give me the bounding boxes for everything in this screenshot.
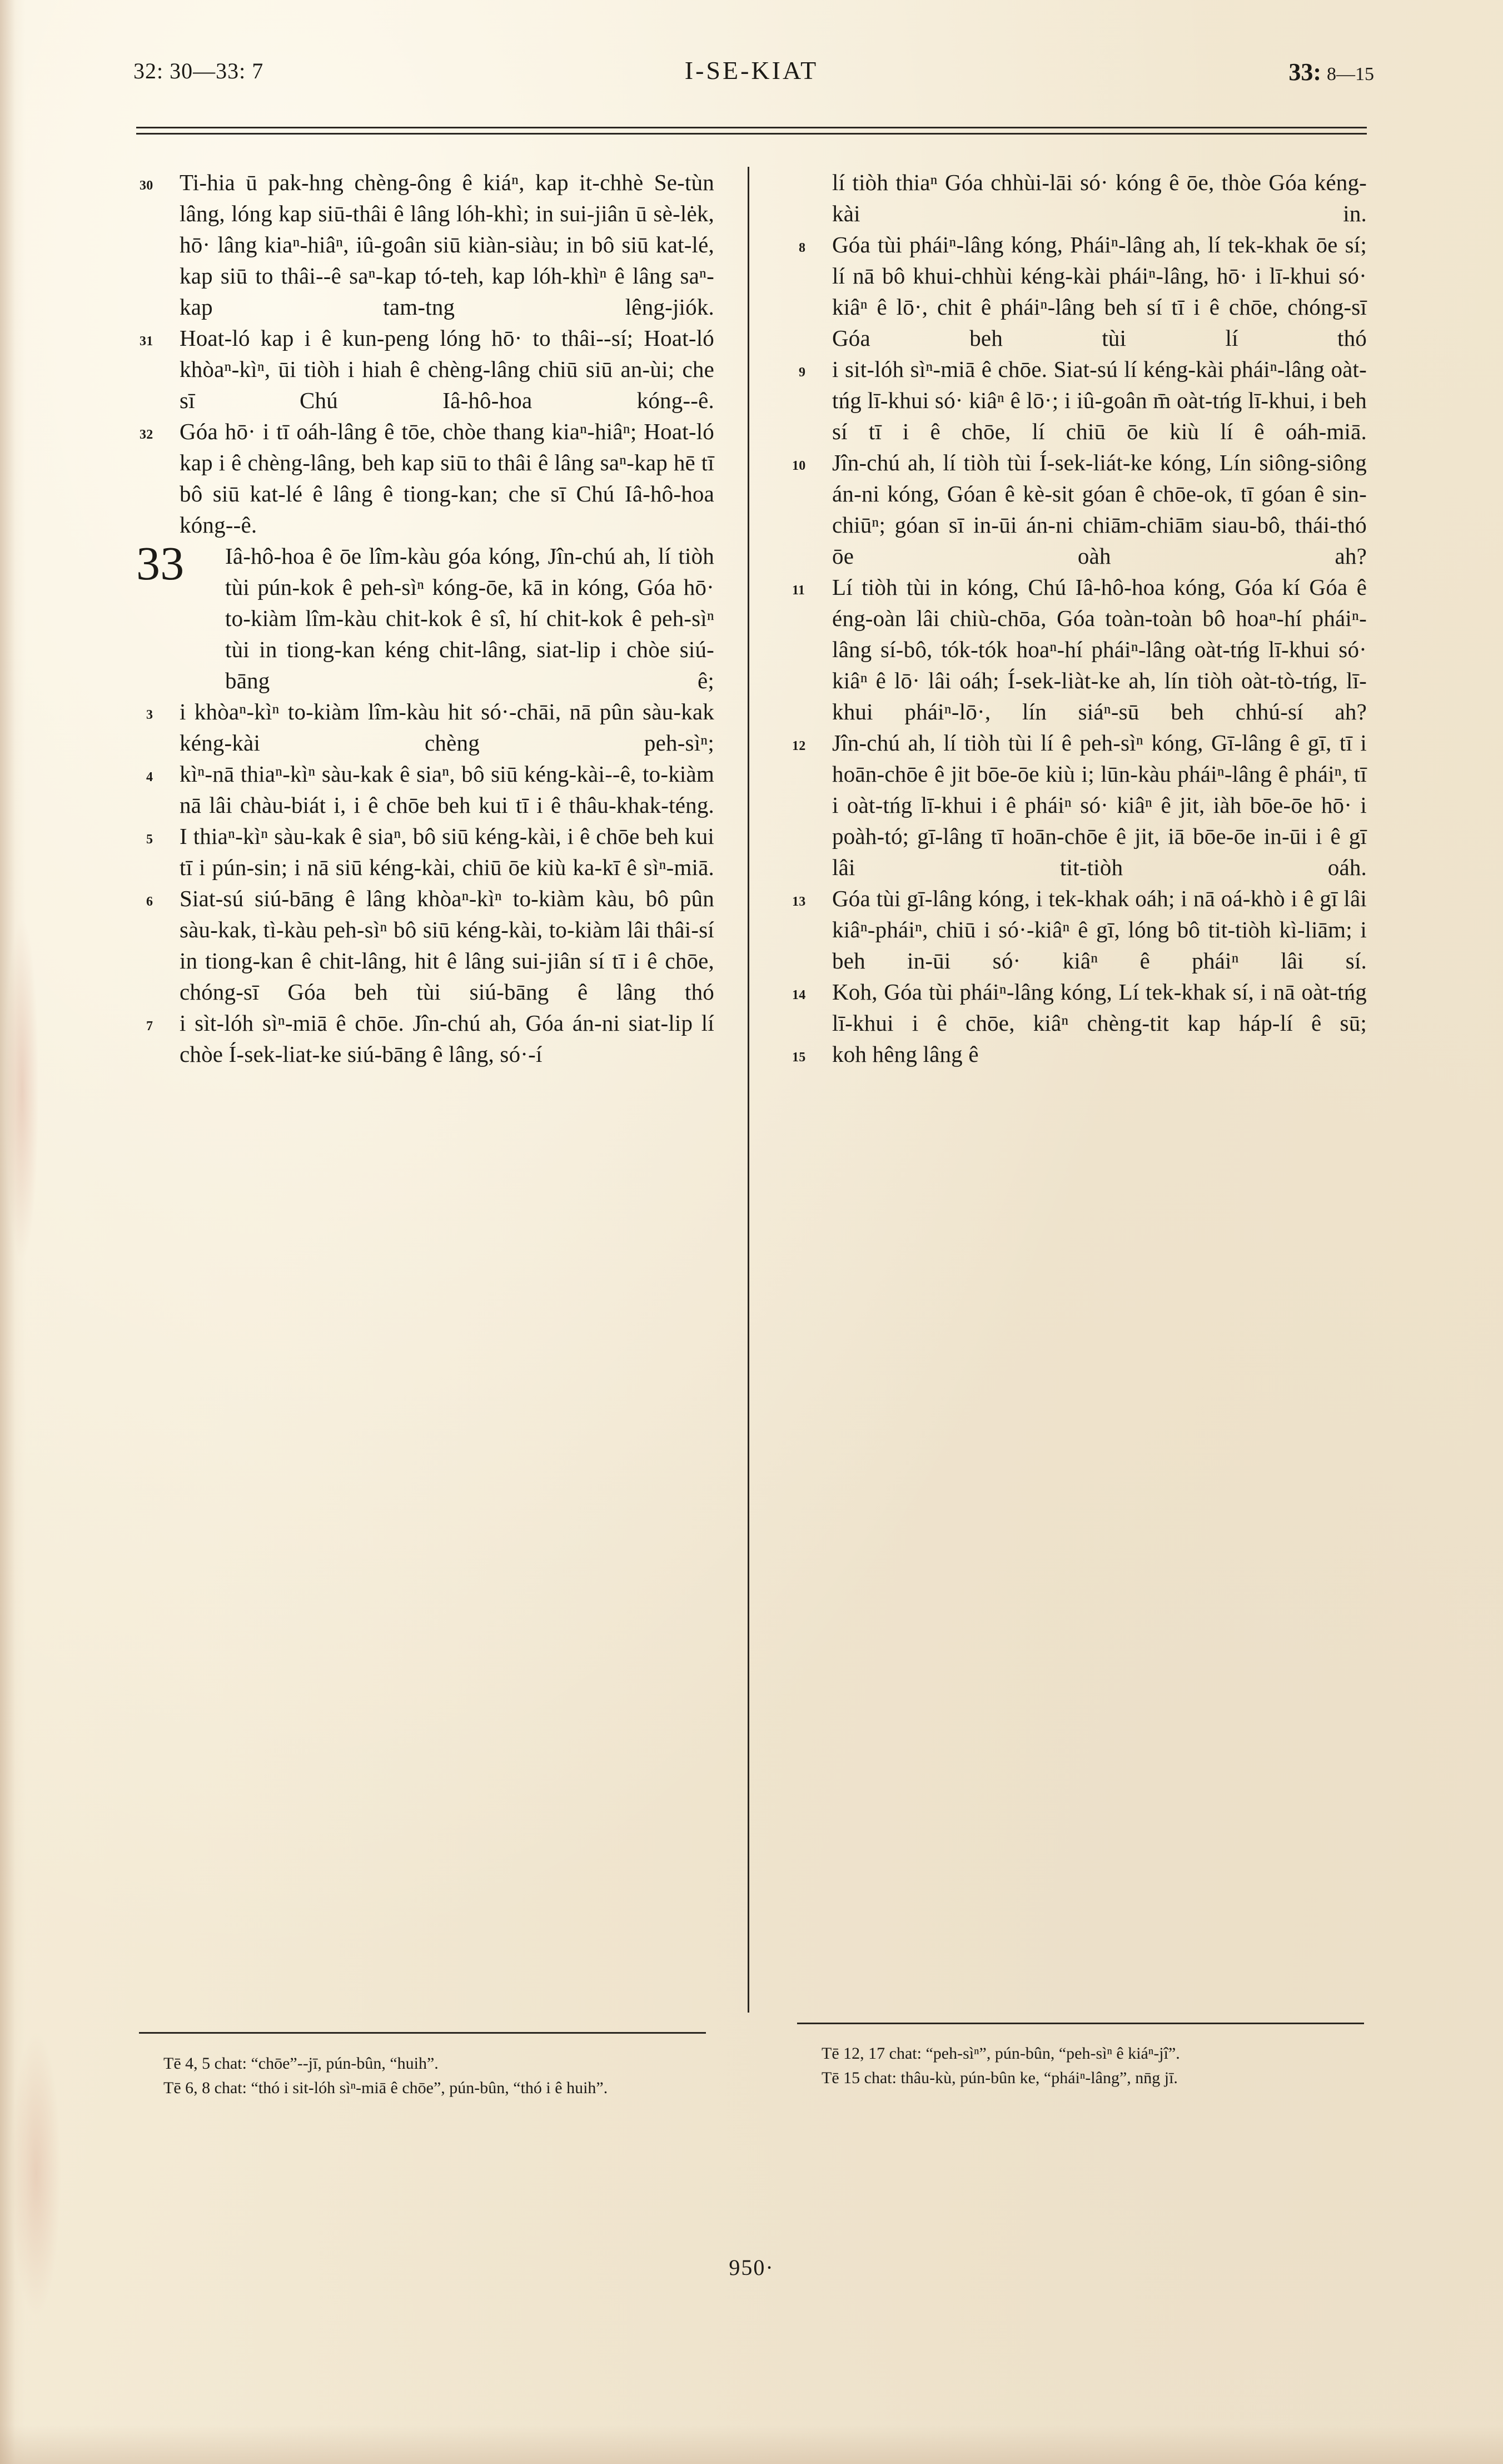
verse-text: Góa hō· i tī oáh-lâng ê tōe, chòe thang kiaⁿ-hiâⁿ; Hoat-ló kap i ê chèng-lâng, beh kap siū to thâi ê lâng saⁿ-kap hē tī bô siū kat-lé ê lâng ê tiong-kan; che sī Chú Iâ-hô-hoa kóng--ê. (180, 419, 714, 538)
footnote-item: Tē 15 chat: thâu-kù, pún-bûn ke, “pháiⁿ-lâng”, nn̄g jī. (822, 2069, 1178, 2087)
page-title: I-SE-KIAT (684, 56, 819, 85)
verse-text: lí tiòh thiaⁿ Góa chhùi-lāi só· kóng ê ōe, thòe Góa kéng-kài in. (832, 170, 1367, 226)
verse-number: 32 (140, 428, 153, 442)
verse-block (789, 1039, 1367, 1070)
verse-number: 12 (792, 739, 806, 753)
header-rule (136, 127, 1367, 135)
header-right-reference (1288, 58, 1374, 86)
footnote-item: Tē 4, 5 chat: “chōe”--jī, pún-bûn, “huih”. (163, 2054, 439, 2073)
verse-text: Koh, Góa tùi pháiⁿ-lâng kóng, Lí tek-khak sí, i nā oàt-tńg lī-khui i ê chōe, kiâⁿ chèng-tit kap háp-lí ê sū; (832, 979, 1367, 1036)
verse-text: I thiaⁿ-kìⁿ sàu-kak ê siaⁿ, bô siū kéng-kài, i ê chōe beh kui tī i pún-sin; i nā siū kéng-kài, chiū ōe kiù ka-kī ê sìⁿ-miā. (180, 823, 714, 880)
column-divider (748, 167, 749, 2013)
verse-text: koh hêng lâng ê (832, 1041, 979, 1067)
header-right-chapter: 33: (1288, 58, 1321, 86)
verse-block (136, 322, 714, 416)
verse-number: 15 (792, 1050, 806, 1065)
footnotes-left (139, 2051, 706, 2100)
chapter-number: 33 (136, 536, 185, 590)
verse-block (789, 167, 1367, 229)
verse-block (136, 167, 714, 322)
verse-block (789, 447, 1367, 572)
verse-block (789, 229, 1367, 354)
verse-number: 14 (792, 988, 806, 1002)
footnote-item: Tē 12, 17 chat: “peh-sìⁿ”, pún-bûn, “peh-sìⁿ ê kiáⁿ-jî”. (822, 2044, 1180, 2063)
verse-block (789, 572, 1367, 727)
verse-number: 5 (146, 832, 153, 847)
verse-number: 9 (799, 365, 806, 380)
footnote-item: Tē 6, 8 chat: “thó i sit-lóh sìⁿ-miā ê chōe”, pún-bûn, “thó i ê huih”. (163, 2079, 608, 2097)
verse-number: 11 (792, 583, 805, 598)
verse-text: Iâ-hô-hoa ê ōe lîm-kàu góa kóng, Jîn-chú ah, lí tiòh tùi pún-kok ê peh-sìⁿ kóng-ōe, kā in kóng, Góa hō· to-kiàm lîm-kàu chit-kok ê sî, hí chit-kok ê peh-sìⁿ tùi in tiong-kan kéng chit-lâng, siat-lip i chòe siú-bāng ê; (225, 543, 714, 693)
verse-block (789, 354, 1367, 447)
verse-text: kìⁿ-nā thiaⁿ-kìⁿ sàu-kak ê siaⁿ, bô siū kéng-kài--ê, to-kiàm nā lâi chàu-biát i, i ê chōe beh kui tī i ê thâu-khak-téng. (180, 761, 714, 818)
verse-text: Jîn-chú ah, lí tiòh tùi Í-sek-liát-ke kóng, Lín siông-siông án-ni kóng, Góan ê kè-sit góan ê chōe-ok, tī góan ê sin-chiūⁿ; góan sī in-ūi án-ni chiām-chiām siau-bô, thái-thó ōe oàh ah? (832, 450, 1367, 569)
verse-block (136, 758, 714, 821)
verse-block (789, 976, 1367, 1039)
footnote-rule-left (139, 2032, 706, 2034)
verse-number: 4 (146, 770, 153, 784)
page-bottom-shading (0, 2425, 1503, 2464)
verse-block (136, 1007, 714, 1070)
paper-stain (6, 917, 39, 1262)
verse-number: 31 (140, 334, 153, 349)
footnote-rule-right (797, 2023, 1364, 2024)
verse-block (136, 696, 714, 758)
verse-block (789, 883, 1367, 976)
chapter-start-block (136, 536, 714, 696)
verse-text: Jîn-chú ah, lí tiòh tùi lí ê peh-sìⁿ kóng, Gī-lâng ê gī, tī i hoān-chōe ê jit bōe-ōe kiù i; lūn-kàu pháiⁿ-lâng ê pháiⁿ, tī i oàt-tńg lī-khui i ê pháiⁿ só· kiâⁿ ê jit, iàh bōe-ōe hō· i poàh-tó; gī-lâng tī hoān-chōe ê jit, iā bōe-ōe in-ūi i ê gī lâi tit-tiòh oáh. (832, 730, 1367, 880)
running-head (117, 53, 1386, 92)
verse-block (136, 883, 714, 1007)
verse-number: 10 (792, 459, 806, 473)
header-right-verses: 8—15 (1327, 64, 1374, 85)
verse-text: Siat-sú siú-bāng ê lâng khòaⁿ-kìⁿ to-kiàm kàu, bô pûn sàu-kak, tì-kàu peh-sìⁿ bô siū kéng-kài, to-kiàm lâi thâi-sí in tiong-kan ê chit-lâng, hit ê lâng sui-jiân sí tī i ê chōe, chóng-sī Góa beh tùi siú-bāng ê lâng thó (180, 886, 714, 1005)
verse-text: i sìt-lóh sìⁿ-miā ê chōe. Jîn-chú ah, Góa án-ni siat-lip lí chòe Í-sek-liat-ke siú-bāng ê lâng, só·-í (180, 1010, 714, 1067)
verse-text: Lí tiòh tùi in kóng, Chú Iâ-hô-hoa kóng, Góa kí Góa ê éng-oàn lâi chiù-chōa, Góa toàn-toàn bô hoaⁿ-hí pháiⁿ-lâng sí-bô, tók-tók hoaⁿ-hí pháiⁿ-lâng oàt-tńg lī-khui só· kiâⁿ ê lō· lâi oáh; Í-sek-liàt-ke ah, lín tiòh oàt-tò-tńg, lī-khui pháiⁿ-lō·, lín siáⁿ-sū beh chhú-sí ah? (832, 574, 1367, 724)
column-right (789, 167, 1367, 2013)
verse-block (136, 821, 714, 883)
verse-number: 30 (140, 178, 153, 193)
page-number: 950· (729, 2255, 774, 2280)
verse-block (136, 416, 714, 540)
text-body (136, 167, 1367, 2013)
footnotes-right (797, 2041, 1364, 2090)
header-left-reference-text: 32: 30—33: 7 (133, 58, 264, 83)
verse-number: 13 (792, 895, 806, 909)
verse-text: i khòaⁿ-kìⁿ to-kiàm lîm-kàu hit só·-chāi, nā pûn sàu-kak kéng-kài chèng peh-sìⁿ; (180, 699, 714, 756)
verse-text: i sit-lóh sìⁿ-miā ê chōe. Siat-sú lí kéng-kài pháiⁿ-lâng oàt-tńg lī-khui só· kiâⁿ ê lō·; i iû-goân m̄ oàt-tńg lī-khui, i beh sí tī i ê chōe, lí chiū ōe kiù lí ê oáh-miā. (832, 356, 1367, 444)
verse-number: 6 (146, 895, 153, 909)
verse-block (789, 727, 1367, 883)
verse-number: 7 (146, 1019, 153, 1034)
verse-text: Góa tùi gī-lâng kóng, i tek-khak oáh; i nā oá-khò i ê gī lâi kiâⁿ-pháiⁿ, chiū i só·-kiâⁿ ê gī, lóng bô tit-tiòh kì-liām; i beh in-ūi só· kiâⁿ ê pháiⁿ lâi sí. (832, 886, 1367, 973)
verse-text: Góa tùi pháiⁿ-lâng kóng, Pháiⁿ-lâng ah, lí tek-khak ōe sí; lí nā bô khui-chhùi kéng-kài pháiⁿ-lâng, hō· i lī-khui só· kiâⁿ ê lō·, chit ê pháiⁿ-lâng beh sí tī i ê chōe, chóng-sī Góa beh tùi lí thó (832, 232, 1367, 351)
verse-text: Ti-hia ū pak-hng chèng-ông ê kiáⁿ, kap it-chhè Se-tùn lâng, lóng kap siū-thâi ê lâng lóh-khì; in sui-jiân ū sè-lėk, hō· lâng kiaⁿ-hiâⁿ, iû-goân siū kiàn-siàu; in bô siū kat-lé, kap siū to thâi--ê saⁿ-kap tó-teh, kap lóh-khìⁿ ê lâng saⁿ-kap tam-tng lêng-jiók. (180, 170, 714, 320)
column-left (136, 167, 714, 2013)
verse-number: 8 (799, 241, 806, 255)
verse-number: 3 (146, 708, 153, 722)
verse-text: Hoat-ló kap i ê kun-peng lóng hō· to thâi--sí; Hoat-ló khòaⁿ-kìⁿ, ūi tiòh i hiah ê chèng-lâng chiū siū an-ùi; che sī Chú Iâ-hô-hoa kóng--ê. (180, 325, 714, 413)
